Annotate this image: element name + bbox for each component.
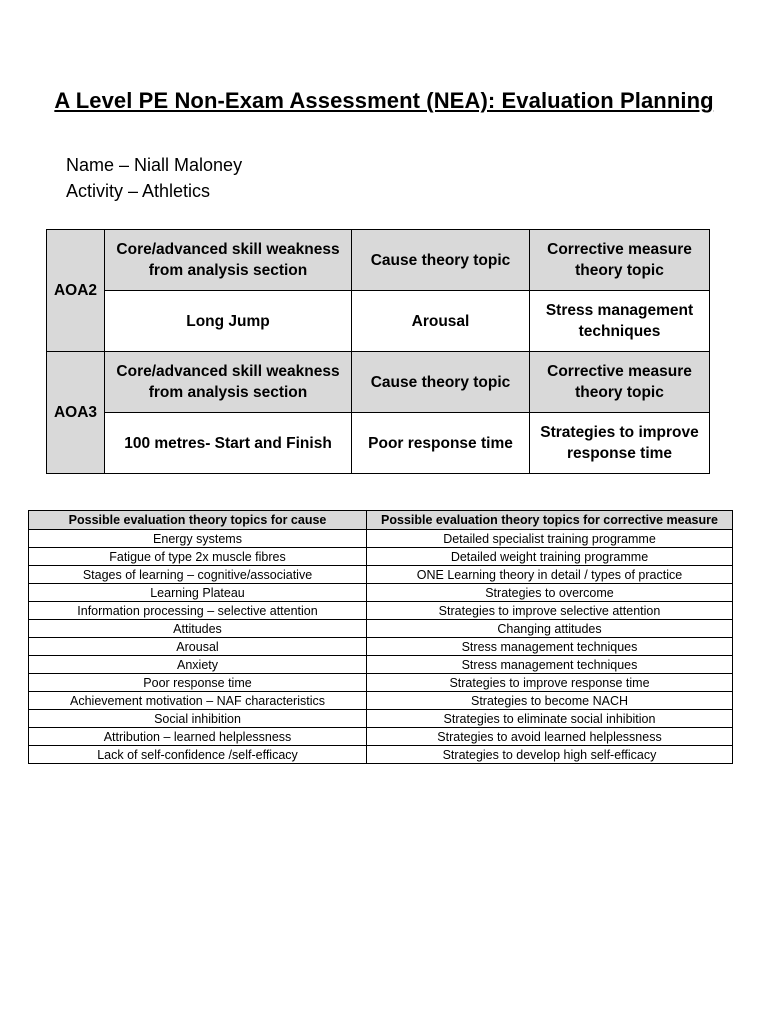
table-row	[29, 710, 733, 728]
theory-topics-table	[28, 510, 733, 764]
aoa3-value-row	[47, 413, 710, 474]
corrective-topics-header: Possible evaluation theory topics for corrective measure	[367, 511, 733, 530]
table-row	[29, 530, 733, 548]
table-row	[29, 602, 733, 620]
aoa3-cause-header: Cause theory topic	[352, 352, 530, 413]
aoa2-cause-value: Arousal	[352, 291, 530, 352]
cause-topic-cell: Arousal	[29, 638, 367, 656]
topics-body	[29, 530, 733, 764]
table-row	[29, 656, 733, 674]
evaluation-plan-table	[46, 229, 710, 474]
aoa3-corrective-value: Strategies to improve response time	[530, 413, 710, 474]
corrective-topic-cell: Stress management techniques	[367, 638, 733, 656]
corrective-topic-cell: Strategies to improve response time	[367, 674, 733, 692]
cause-topic-cell: Information processing – selective attention	[29, 602, 367, 620]
aoa2-cause-header: Cause theory topic	[352, 230, 530, 291]
document-title: A Level PE Non-Exam Assessment (NEA): Evaluation Planning	[54, 88, 714, 113]
cause-topic-cell: Achievement motivation – NAF characteristics	[29, 692, 367, 710]
table-row	[29, 566, 733, 584]
cause-topic-cell: Stages of learning – cognitive/associative	[29, 566, 367, 584]
aoa2-corrective-header: Corrective measure theory topic	[530, 230, 710, 291]
cause-topic-cell: Attribution – learned helplessness	[29, 728, 367, 746]
cause-topic-cell: Fatigue of type 2x muscle fibres	[29, 548, 367, 566]
cause-topics-header: Possible evaluation theory topics for cause	[29, 511, 367, 530]
table-row	[29, 548, 733, 566]
cause-topic-cell: Lack of self-confidence /self-efficacy	[29, 746, 367, 764]
table-row	[29, 746, 733, 764]
corrective-topic-cell: Strategies to avoid learned helplessness	[367, 728, 733, 746]
corrective-topic-cell: ONE Learning theory in detail / types of practice	[367, 566, 733, 584]
aoa3-cause-value: Poor response time	[352, 413, 530, 474]
table-row	[29, 620, 733, 638]
corrective-topic-cell: Strategies to become NACH	[367, 692, 733, 710]
cause-topic-cell: Attitudes	[29, 620, 367, 638]
cause-topic-cell: Energy systems	[29, 530, 367, 548]
student-details	[66, 152, 242, 204]
table-row	[29, 674, 733, 692]
aoa2-weakness-value: Long Jump	[105, 291, 352, 352]
cause-topic-cell: Anxiety	[29, 656, 367, 674]
aoa3-weakness-value: 100 metres- Start and Finish	[105, 413, 352, 474]
cause-topic-cell: Poor response time	[29, 674, 367, 692]
table-row	[29, 692, 733, 710]
aoa3-label: AOA3	[47, 352, 105, 474]
aoa3-corrective-header: Corrective measure theory topic	[530, 352, 710, 413]
corrective-topic-cell: Detailed weight training programme	[367, 548, 733, 566]
table-row	[29, 728, 733, 746]
corrective-topic-cell: Detailed specialist training programme	[367, 530, 733, 548]
corrective-topic-cell: Stress management techniques	[367, 656, 733, 674]
aoa2-label: AOA2	[47, 230, 105, 352]
student-name: Name – Niall Maloney	[66, 155, 243, 175]
aoa2-value-row	[47, 291, 710, 352]
corrective-topic-cell: Strategies to develop high self-efficacy	[367, 746, 733, 764]
table-row	[29, 638, 733, 656]
topics-header-row	[29, 511, 733, 530]
aoa2-header-row	[47, 230, 710, 291]
aoa3-header-row	[47, 352, 710, 413]
aoa3-weakness-header: Core/advanced skill weakness from analysis section	[105, 352, 352, 413]
corrective-topic-cell: Strategies to overcome	[367, 584, 733, 602]
cause-topic-cell: Social inhibition	[29, 710, 367, 728]
corrective-topic-cell: Changing attitudes	[367, 620, 733, 638]
cause-topic-cell: Learning Plateau	[29, 584, 367, 602]
table-row	[29, 584, 733, 602]
corrective-topic-cell: Strategies to eliminate social inhibition	[367, 710, 733, 728]
corrective-topic-cell: Strategies to improve selective attention	[367, 602, 733, 620]
activity: Activity – Athletics	[66, 181, 211, 201]
aoa2-corrective-value: Stress management techniques	[530, 291, 710, 352]
aoa2-weakness-header: Core/advanced skill weakness from analysis section	[105, 230, 352, 291]
